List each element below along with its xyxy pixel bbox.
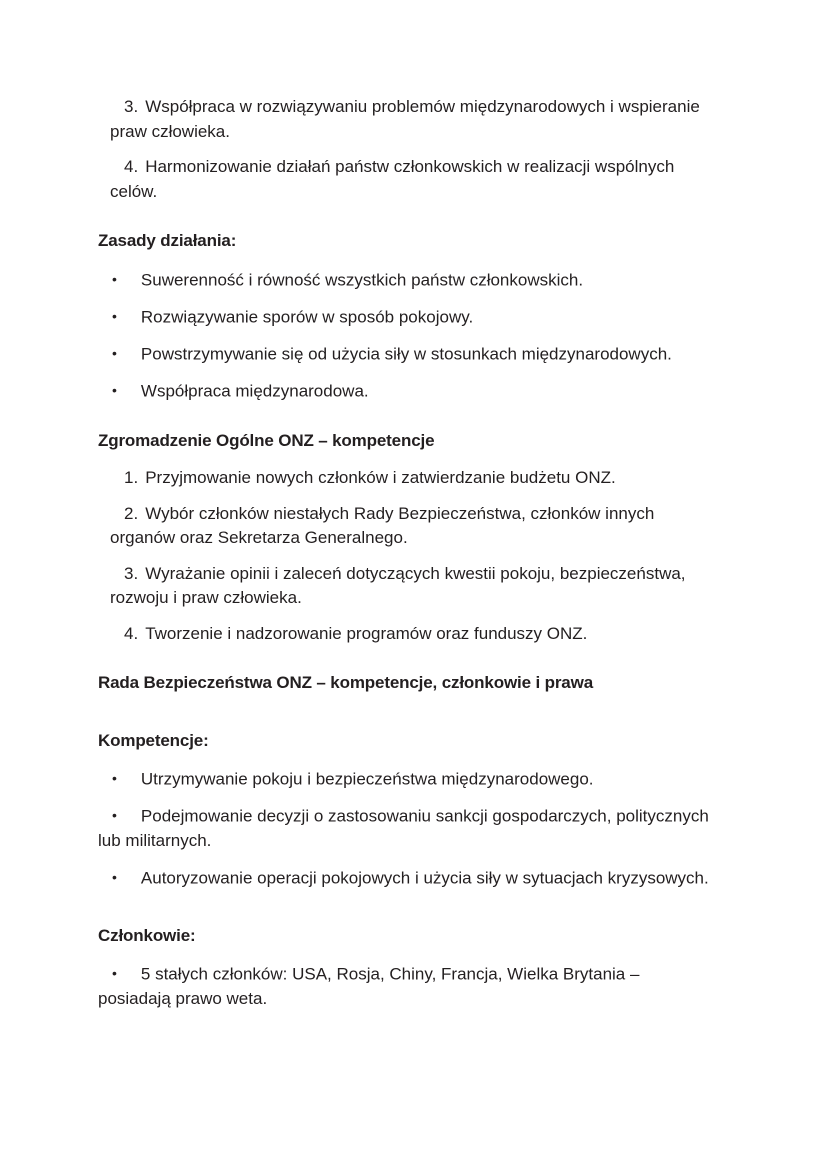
list-item-text: 5 stałych członków: USA, Rosja, Chiny, Francja, Wielka Brytania – posiadają prawo weta. [98, 964, 640, 1008]
list-item [98, 865, 715, 891]
list-item [98, 502, 715, 551]
list-item-text: Suwerenność i równość wszystkich państw członkowskich. [140, 270, 584, 289]
list-item [98, 267, 715, 293]
list-item [98, 622, 715, 647]
list-marker: 4. [124, 623, 139, 643]
list-item-text: Utrzymywanie pokoju i bezpieczeństwa międzynarodowego. [140, 769, 594, 789]
list-marker: 4. [124, 157, 139, 176]
list-item-text: Autoryzowanie operacji pokojowych i użycia siły w sytuacjach kryzysowych. [140, 868, 709, 887]
list-item-text: Rozwiązywanie sporów w sposób pokojowy. [140, 307, 474, 326]
bullet-icon: • [112, 307, 117, 324]
bullet-icon: • [112, 270, 117, 287]
list-item [98, 378, 715, 404]
bullet-icon: • [112, 344, 117, 361]
list-item-text: Współpraca w rozwiązywaniu problemów międzynarodowych i wspieranie praw człowieka. [110, 97, 700, 141]
bullet-icon: • [112, 807, 117, 823]
list-item [98, 466, 715, 491]
list-item-text: Wyrażanie opinii i zaleceń dotyczących kwestii pokoju, bezpieczeństwa, rozwoju i praw człowieka. [110, 563, 686, 607]
bullet-icon: • [112, 381, 117, 398]
list-item [98, 341, 715, 367]
bullet-icon: • [112, 770, 117, 786]
list-item-text: Przyjmowanie nowych członków i zatwierdzanie budżetu ONZ. [145, 468, 616, 487]
section-heading-zasady-dzialania: Zasady działania: [98, 231, 237, 250]
list-marker: 3. [124, 563, 139, 583]
list-item [98, 961, 715, 1012]
list-item [98, 304, 715, 330]
section-heading-rada-bezpieczenstwa: Rada Bezpieczeństwa ONZ – kompetencje, członkowie i prawa [98, 673, 593, 692]
list-marker: 3. [124, 97, 139, 116]
document-body [98, 95, 715, 1012]
list-item [98, 155, 715, 204]
list-marker: 2. [124, 503, 139, 523]
list-item-text: Wybór członków niestałych Rady Bezpieczeństwa, członków innych organów oraz Sekretarza Generalnego. [110, 503, 655, 547]
list-item-text: Współpraca międzynarodowa. [140, 381, 369, 400]
bullet-icon: • [112, 868, 117, 885]
subsection-heading-kompetencje: Kompetencje: [98, 730, 209, 750]
list-item [98, 766, 715, 792]
list-item-text: Powstrzymywanie się od użycia siły w stosunkach międzynarodowych. [140, 344, 672, 363]
bullet-icon: • [112, 965, 117, 981]
list-marker: 1. [124, 468, 139, 487]
list-item [98, 95, 715, 144]
section-heading-zgromadzenie-ogolne: Zgromadzenie Ogólne ONZ – kompetencje [98, 430, 435, 450]
list-item-text: Harmonizowanie działań państw członkowskich w realizacji wspólnych celów. [110, 157, 675, 201]
list-item [98, 562, 715, 611]
subsection-heading-czlonkowie: Członkowie: [98, 925, 196, 945]
list-item-text: Podejmowanie decyzji o zastosowaniu sankcji gospodarczych, politycznych lub militarnych. [98, 806, 709, 850]
list-item [98, 803, 715, 854]
list-item-text: Tworzenie i nadzorowanie programów oraz funduszy ONZ. [145, 623, 588, 643]
